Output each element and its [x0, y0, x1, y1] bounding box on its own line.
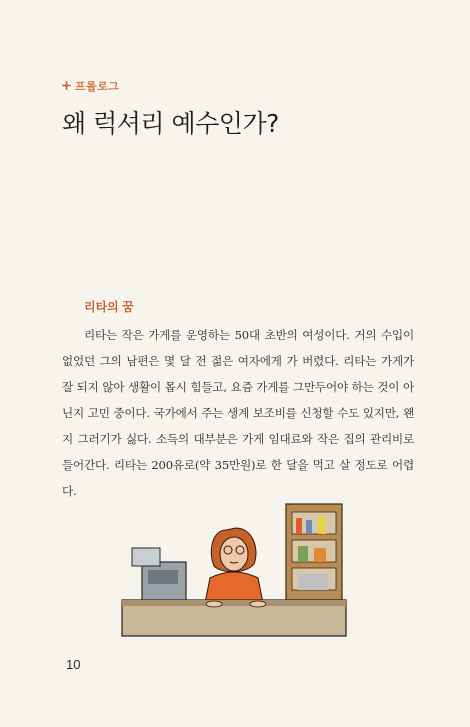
- body-paragraph: 리타는 작은 가게를 운영하는 50대 초반의 여성이다. 거의 수입이 없었던 그의 남편은 몇 달 전 젊은 여자에게 가 버렸다. 리타는 가게가 잘 되지 않아 생활이 몹시 힘들고, 요즘 가게를 그만두어야 하는 것이 아닌지 고민 중이다. 국가에서 주는 생계 보조비를 신청할 수도 있지만, 왠지 그러기가 싫다. 소득의 대부분은 가게 임대료와 작은 집의 관리비로 들어간다. 리타는 200유로(약 35만원)로 한 달을 먹고 살 정도로 어렵다.: [62, 328, 414, 498]
- cross-ornament-icon: [62, 81, 71, 93]
- section-heading: 리타의 꿈: [84, 300, 134, 314]
- chapter-label: [62, 78, 120, 94]
- chapter-label-text: 프롤로그: [75, 81, 120, 93]
- woman-at-shop-counter-illustration: [118, 500, 350, 638]
- page-number: 10: [66, 657, 81, 672]
- page-title: 왜 럭셔리 예수인가?: [62, 109, 279, 138]
